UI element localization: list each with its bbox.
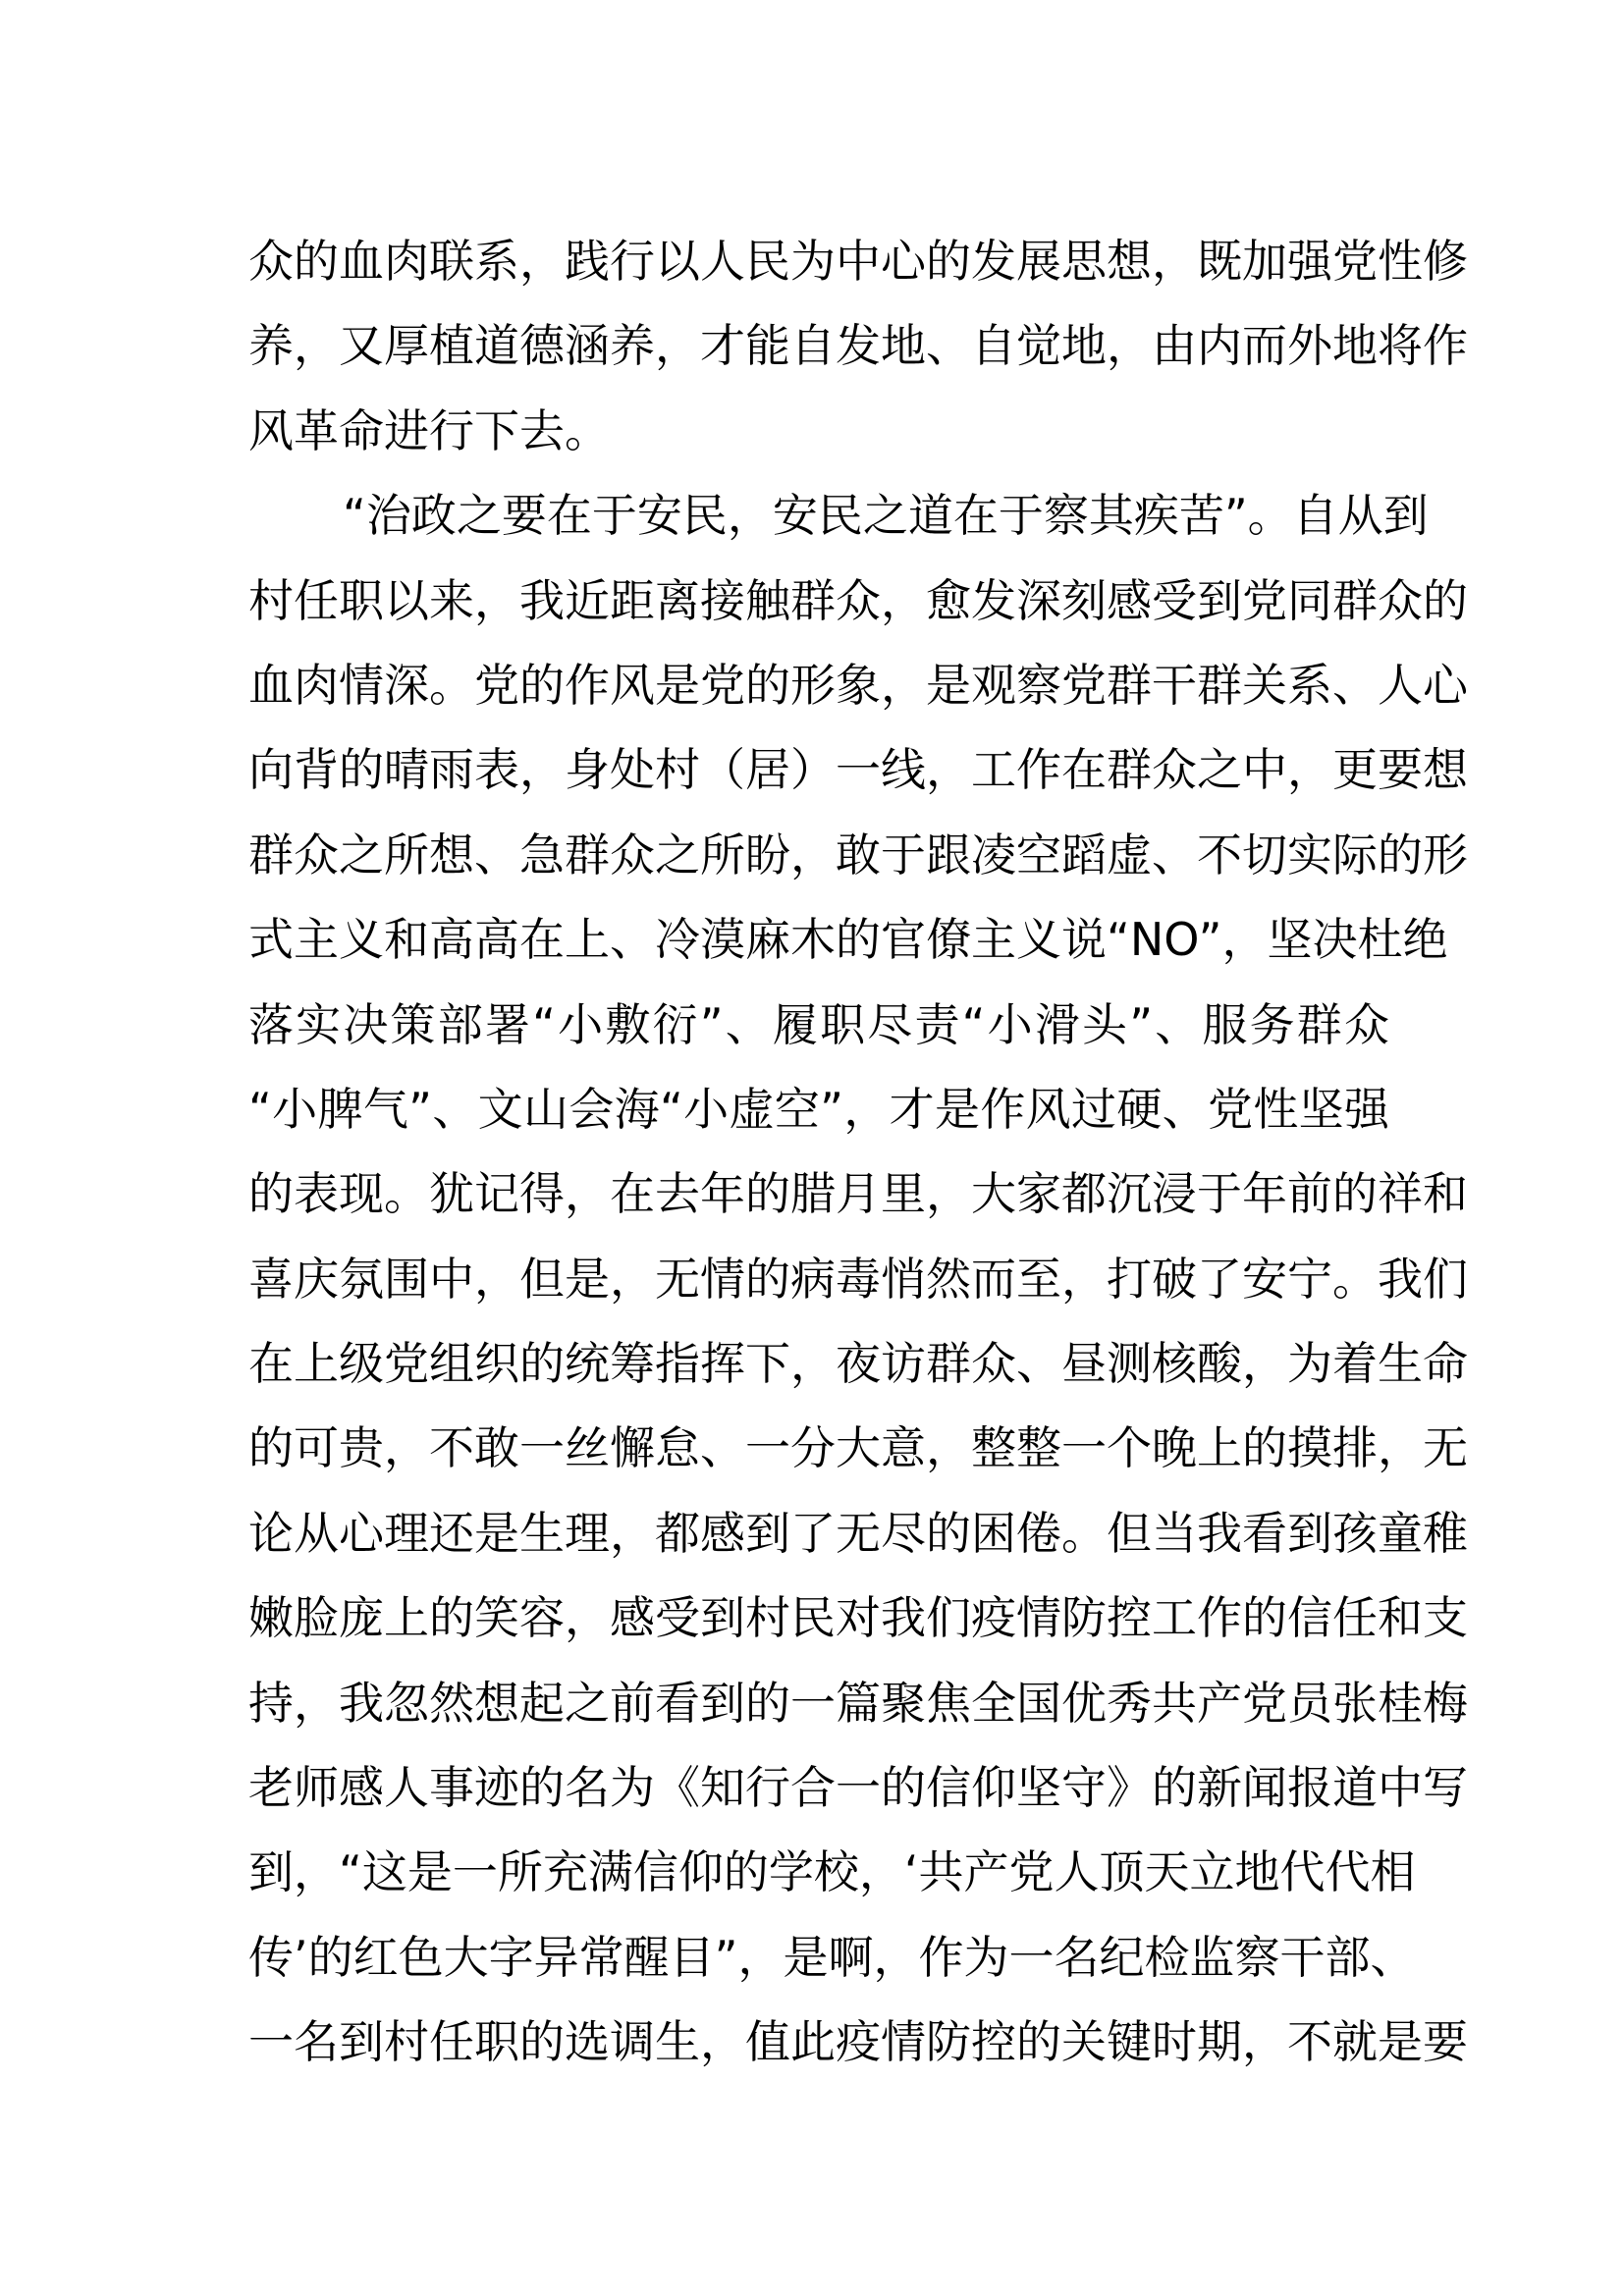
text-line: 村任职以来，我近距离接触群众，愈发深刻感受到党同群众的 bbox=[248, 573, 1468, 627]
text-line: 一名到村任职的选调生，值此疫情防控的关键时期，不就是要 bbox=[248, 2015, 1468, 2069]
text-line: 群众之所想、急群众之所盼，敢于跟凌空蹈虚、不切实际的形 bbox=[248, 828, 1468, 881]
text-line: 向背的晴雨表，身处村（居）一线，工作在群众之中，更要想 bbox=[248, 743, 1468, 797]
text-line: 论从心理还是生理，都感到了无尽的困倦。但当我看到孩童稚 bbox=[248, 1506, 1468, 1560]
text-line: 到，“这是一所充满信仰的学校，‘共产党人顶天立地代代相 bbox=[248, 1845, 1416, 1899]
text-line: 老师感人事迹的名为《知行合一的信仰坚守》的新闻报道中写 bbox=[248, 1761, 1468, 1815]
text-line: 养，又厚植道德涵养，才能自发地、自觉地，由内而外地将作 bbox=[248, 319, 1468, 373]
paragraph-first-line: “治政之要在于安民，安民之道在于察其疾苦”。自从到 bbox=[343, 489, 1429, 543]
text-line: 传’的红色大字异常醒目”，是啊，作为一名纪检监察干部、 bbox=[248, 1930, 1416, 1984]
text-line: 持，我忽然想起之前看到的一篇聚焦全国优秀共产党员张桂梅 bbox=[248, 1676, 1468, 1730]
document-body bbox=[248, 232, 1468, 2098]
text-line: 在上级党组织的统筹指挥下，夜访群众、昼测核酸，为着生命 bbox=[248, 1337, 1468, 1391]
text-line: 落实决策部署“小敷衍”、履职尽责“小滑头”、服务群众 bbox=[248, 997, 1389, 1051]
text-line: “小脾气”、文山会海“小虚空”，才是作风过硬、党性坚强 bbox=[248, 1082, 1389, 1136]
text-line: 嫩脸庞上的笑容，感受到村民对我们疫情防控工作的信任和支 bbox=[248, 1591, 1468, 1645]
text-line: 喜庆氛围中，但是，无情的病毒悄然而至，打破了安宁。我们 bbox=[248, 1252, 1468, 1306]
text-line: 的表现。犹记得，在去年的腊月里，大家都沉浸于年前的祥和 bbox=[248, 1167, 1468, 1221]
text-line: 的可贵，不敢一丝懈怠、一分大意，整整一个晚上的摸排，无 bbox=[248, 1421, 1468, 1475]
text-line: 风革命进行下去。 bbox=[248, 403, 610, 457]
text-line: 血肉情深。党的作风是党的形象，是观察党群干群关系、人心 bbox=[248, 658, 1468, 712]
text-line: 众的血肉联系，践行以人民为中心的发展思想，既加强党性修 bbox=[248, 235, 1468, 288]
text-line: 式主义和高高在上、冷漠麻木的官僚主义说“NO”，坚决杜绝 bbox=[248, 913, 1448, 967]
